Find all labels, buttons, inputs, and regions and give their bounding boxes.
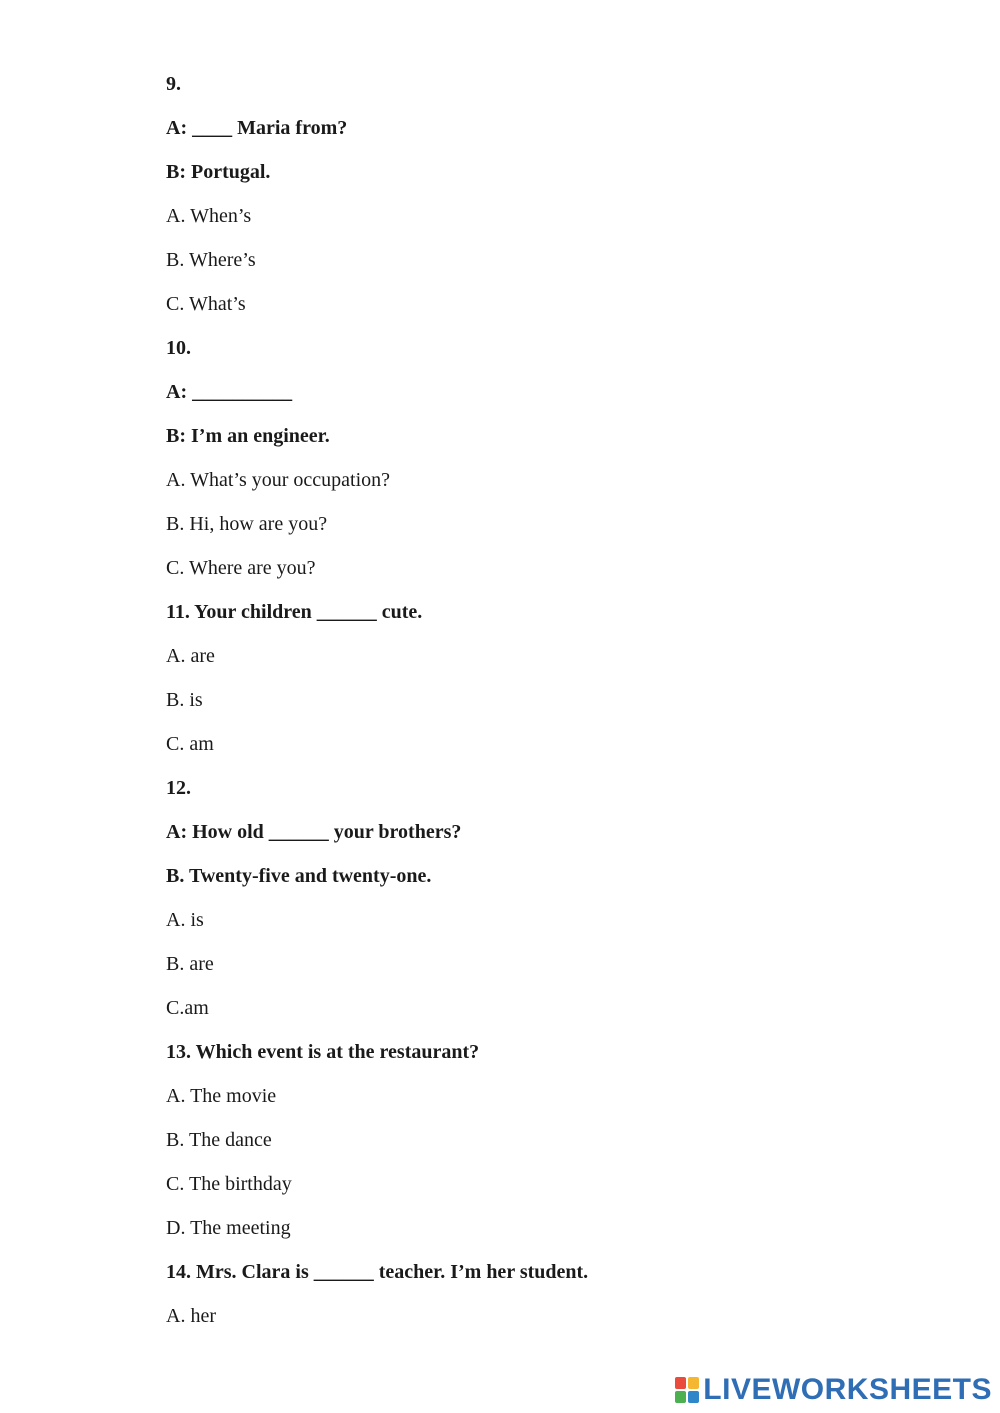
answer-option: A. her bbox=[166, 1305, 216, 1327]
answer-option: A. is bbox=[166, 909, 204, 931]
logo-square-red bbox=[675, 1377, 686, 1389]
question-line: 14. Mrs. Clara is ______ teacher. I’m her student. bbox=[166, 1261, 589, 1283]
logo-square-blue bbox=[688, 1391, 699, 1403]
question-line: 10. bbox=[166, 337, 191, 359]
answer-option: A. are bbox=[166, 645, 215, 667]
answer-option: B. Hi, how are you? bbox=[166, 513, 328, 535]
question-line: A: How old ______ your brothers? bbox=[166, 821, 462, 843]
answer-option: C. What’s bbox=[166, 293, 246, 315]
liveworksheets-brand-text: LIVEWORKSHEETS bbox=[703, 1373, 992, 1406]
question-line: A: __________ bbox=[166, 381, 293, 403]
worksheet-content bbox=[166, 70, 946, 1346]
answer-option: C. Where are you? bbox=[166, 557, 316, 579]
answer-option: B. are bbox=[166, 953, 214, 975]
answer-option: A. The movie bbox=[166, 1085, 277, 1107]
question-line: B. Twenty-five and twenty-one. bbox=[166, 865, 432, 887]
answer-option: A. What’s your occupation? bbox=[166, 469, 391, 491]
liveworksheets-logo-icon bbox=[675, 1377, 699, 1403]
question-line: B: Portugal. bbox=[166, 161, 271, 183]
answer-option: B. is bbox=[166, 689, 203, 711]
answer-option: A. When’s bbox=[166, 205, 252, 227]
answer-option: D. The meeting bbox=[166, 1217, 291, 1239]
logo-square-green bbox=[675, 1391, 686, 1403]
answer-option: C.am bbox=[166, 997, 209, 1019]
question-line: B: I’m an engineer. bbox=[166, 425, 330, 447]
answer-option: C. am bbox=[166, 733, 214, 755]
question-line: A: ____ Maria from? bbox=[166, 117, 348, 139]
logo-square-yellow bbox=[688, 1377, 699, 1389]
liveworksheets-logo[interactable] bbox=[675, 1373, 992, 1407]
answer-option: C. The birthday bbox=[166, 1173, 292, 1195]
question-line: 12. bbox=[166, 777, 191, 799]
question-line: 9. bbox=[166, 73, 181, 95]
question-line: 11. Your children ______ cute. bbox=[166, 601, 423, 623]
question-line: 13. Which event is at the restaurant? bbox=[166, 1041, 480, 1063]
answer-option: B. Where’s bbox=[166, 249, 256, 271]
answer-option: B. The dance bbox=[166, 1129, 272, 1151]
